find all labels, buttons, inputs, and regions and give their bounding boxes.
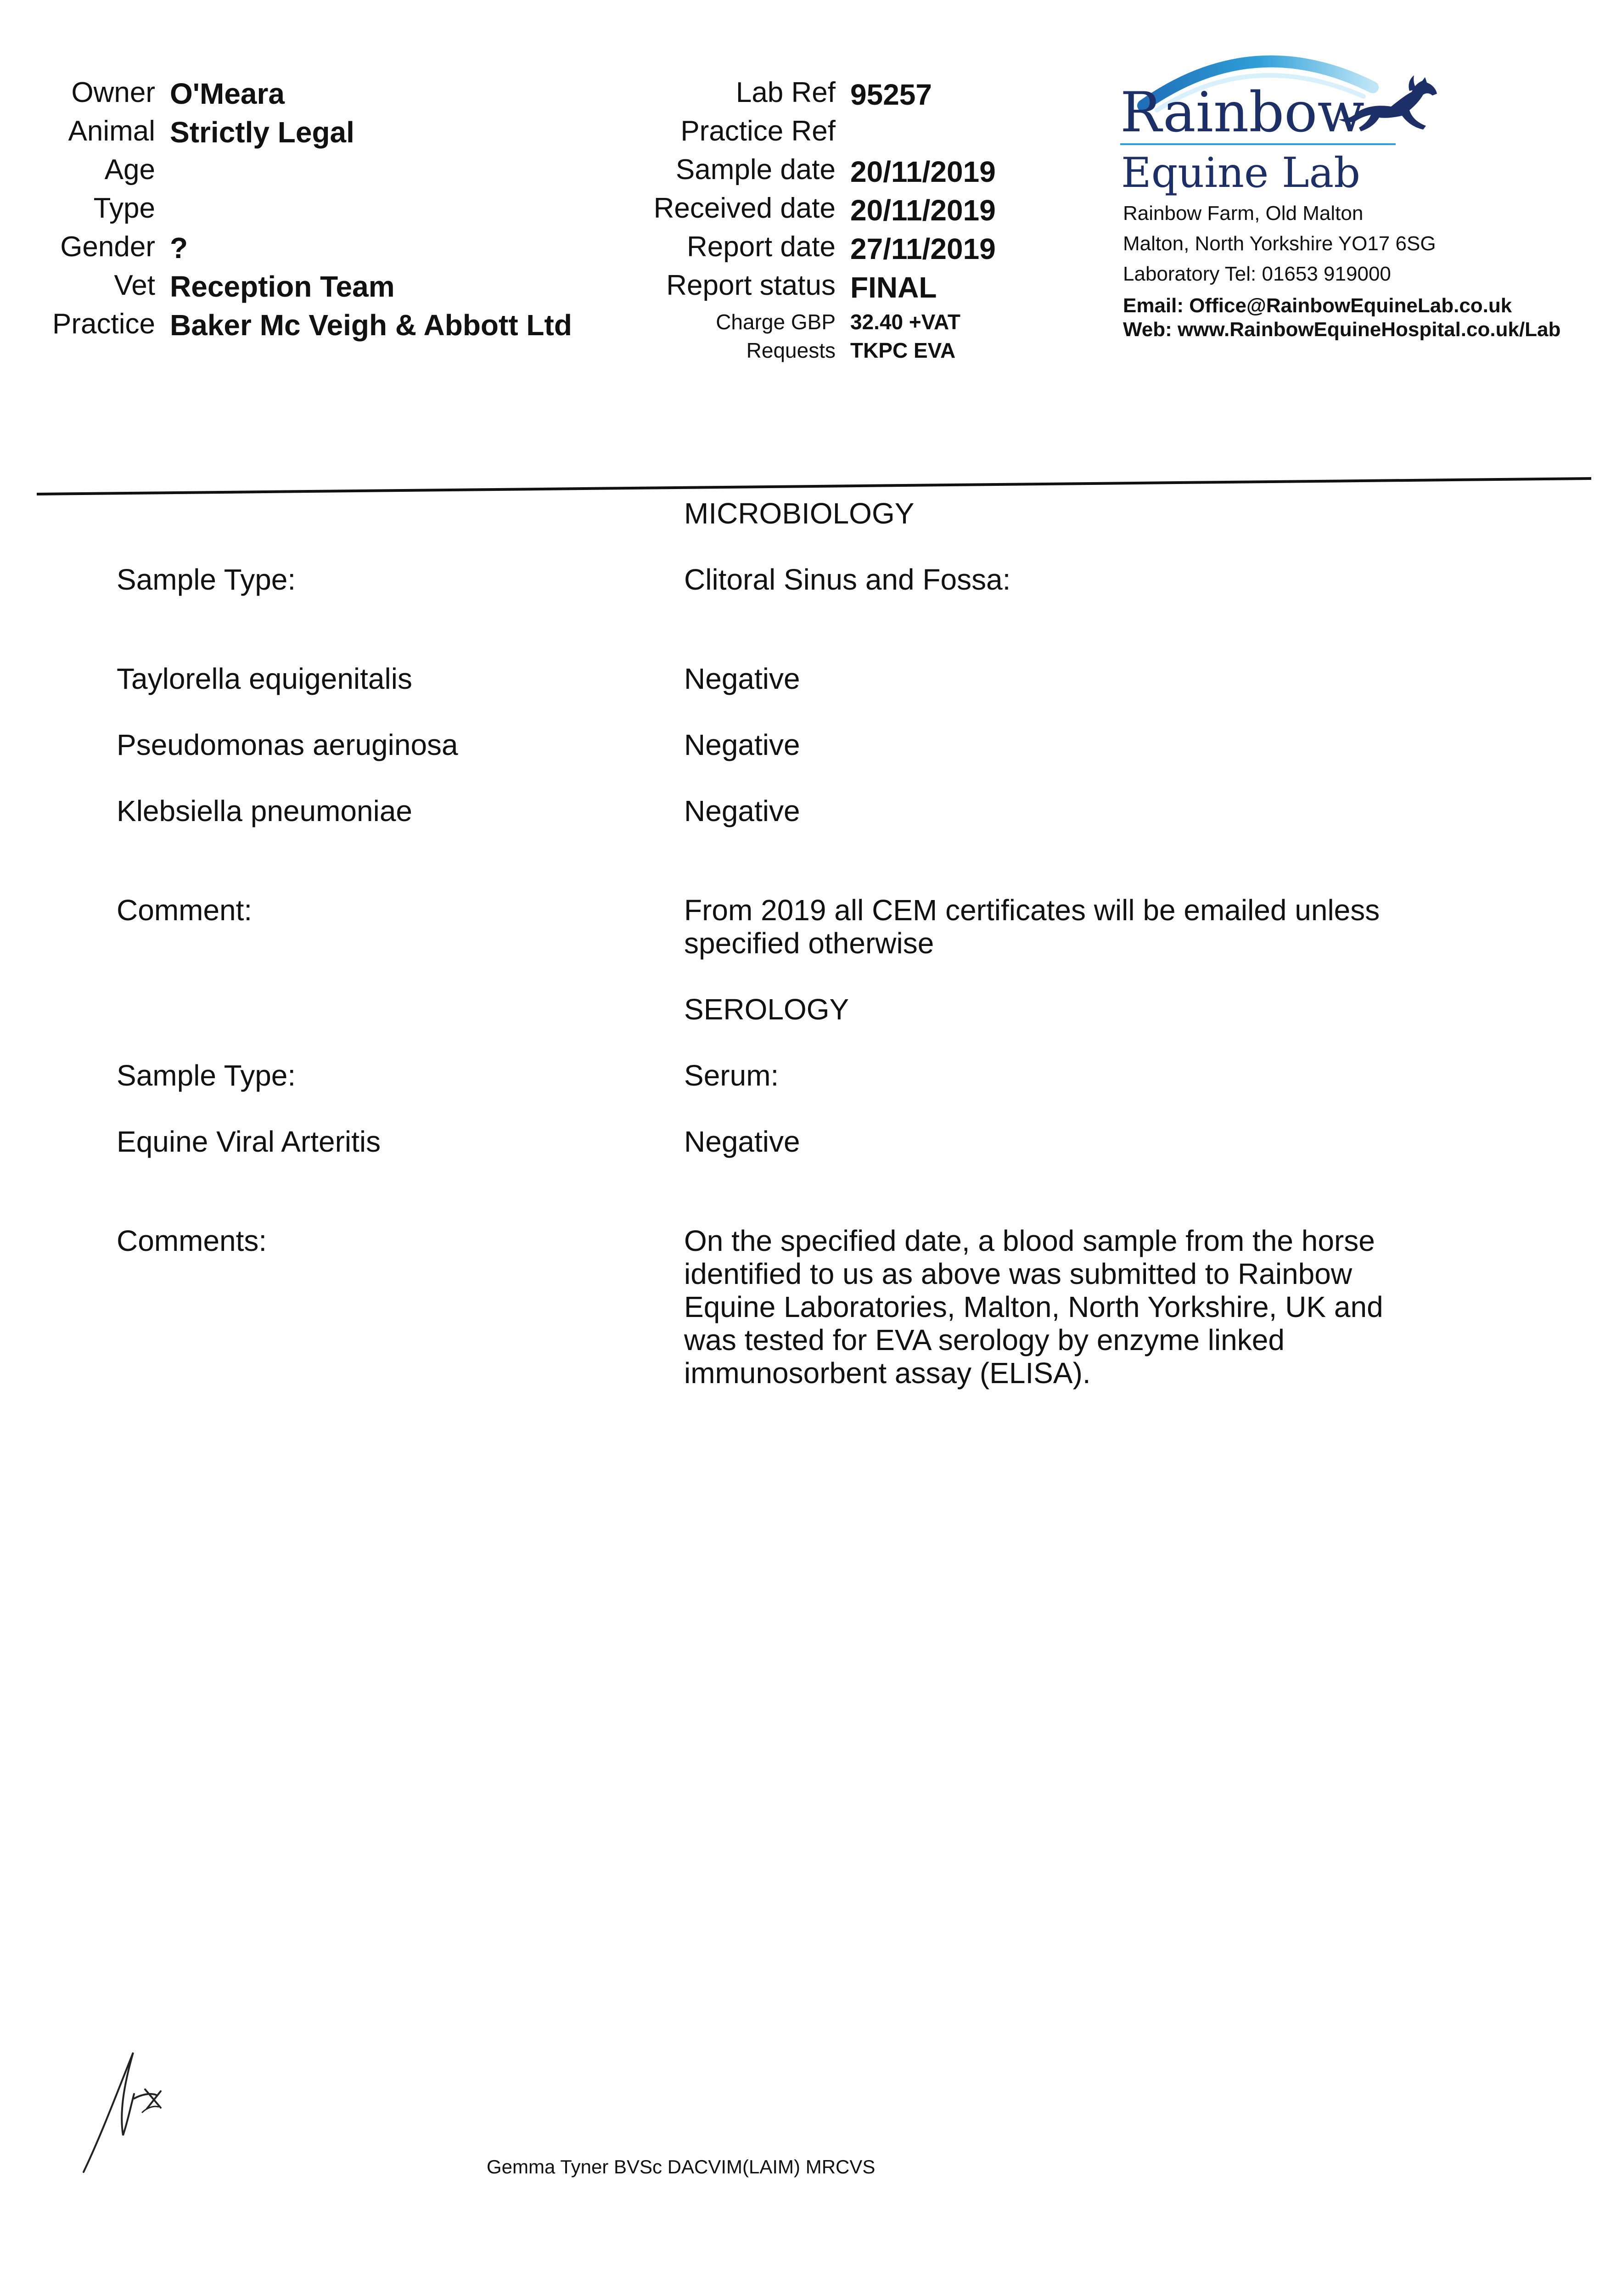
serology-heading: SEROLOGY (684, 993, 849, 1026)
owner-label: Owner (71, 77, 155, 108)
signatory-name: Gemma Tyner BVSc DACVIM(LAIM) MRCVS (487, 2156, 876, 2178)
animal-label: Animal (68, 115, 155, 147)
micro-sample-type-label: Sample Type: (117, 563, 296, 596)
practice-ref-label: Practice Ref (680, 115, 836, 147)
lab-ref-value: 95257 (850, 78, 932, 111)
vet-value: Reception Team (170, 270, 395, 303)
lab-email: Email: Office@RainbowEquineLab.co.uk (1123, 294, 1512, 317)
result-value: Negative (684, 794, 800, 827)
vet-label: Vet (114, 270, 155, 301)
result-name: Taylorella equigenitalis (117, 662, 412, 695)
received-date-value: 20/11/2019 (850, 194, 996, 227)
result-name: Equine Viral Arteritis (117, 1125, 381, 1158)
signature-image (73, 2043, 184, 2181)
micro-comment-label: Comment: (117, 894, 253, 927)
lab-telephone: Laboratory Tel: 01653 919000 (1123, 263, 1391, 285)
lab-website: Web: www.RainbowEquineHospital.co.uk/Lab (1123, 318, 1561, 341)
micro-comment-text: From 2019 all CEM certificates will be emailed unless specified otherwise (684, 894, 1380, 960)
sample-date-label: Sample date (675, 154, 836, 186)
lab-ref-label: Lab Ref (735, 77, 836, 108)
microbiology-heading: MICROBIOLOGY (684, 497, 915, 530)
charge-value: 32.40 +VAT (850, 310, 960, 334)
type-label: Type (93, 192, 155, 224)
age-label: Age (104, 154, 155, 186)
received-date-label: Received date (653, 192, 836, 224)
practice-label: Practice (52, 308, 155, 340)
sero-comments-text: On the specified date, a blood sample from the horse identified to us as above was submitted to Rainbow Equine Laboratories, Malton, North Yorkshire, UK and was tested for EVA serology by enzyme linked immunosorbent assay (ELISA). (684, 1224, 1383, 1390)
report-date-value: 27/11/2019 (850, 232, 996, 265)
result-name: Klebsiella pneumoniae (117, 794, 412, 827)
header-divider (0, 473, 1622, 496)
gender-value: ? (170, 231, 188, 264)
sero-comments-label: Comments: (117, 1224, 267, 1257)
practice-value: Baker Mc Veigh & Abbott Ltd (170, 309, 572, 342)
result-value: Negative (684, 728, 800, 761)
address-line-1: Rainbow Farm, Old Malton (1123, 202, 1364, 225)
report-status-value: FINAL (850, 271, 937, 304)
requests-label: Requests (746, 338, 836, 362)
sero-sample-type-value: Serum: (684, 1059, 779, 1092)
owner-value: O'Meara (170, 77, 285, 110)
requests-value: TKPC EVA (850, 338, 956, 362)
report-date-label: Report date (687, 231, 836, 263)
logo-rainbow-text: Rainbow (1120, 81, 1365, 145)
result-name: Pseudomonas aeruginosa (117, 728, 458, 761)
micro-sample-type-value: Clitoral Sinus and Fossa: (684, 563, 1011, 596)
sample-date-value: 20/11/2019 (850, 155, 996, 188)
animal-value: Strictly Legal (170, 116, 354, 149)
gender-label: Gender (60, 231, 155, 263)
result-value: Negative (684, 1125, 800, 1158)
charge-label: Charge GBP (716, 310, 836, 334)
address-line-2: Malton, North Yorkshire YO17 6SG (1123, 232, 1436, 255)
result-value: Negative (684, 662, 800, 695)
sero-sample-type-label: Sample Type: (117, 1059, 296, 1092)
report-status-label: Report status (666, 270, 836, 301)
logo-equine-lab-text: Equine Lab (1121, 149, 1360, 197)
